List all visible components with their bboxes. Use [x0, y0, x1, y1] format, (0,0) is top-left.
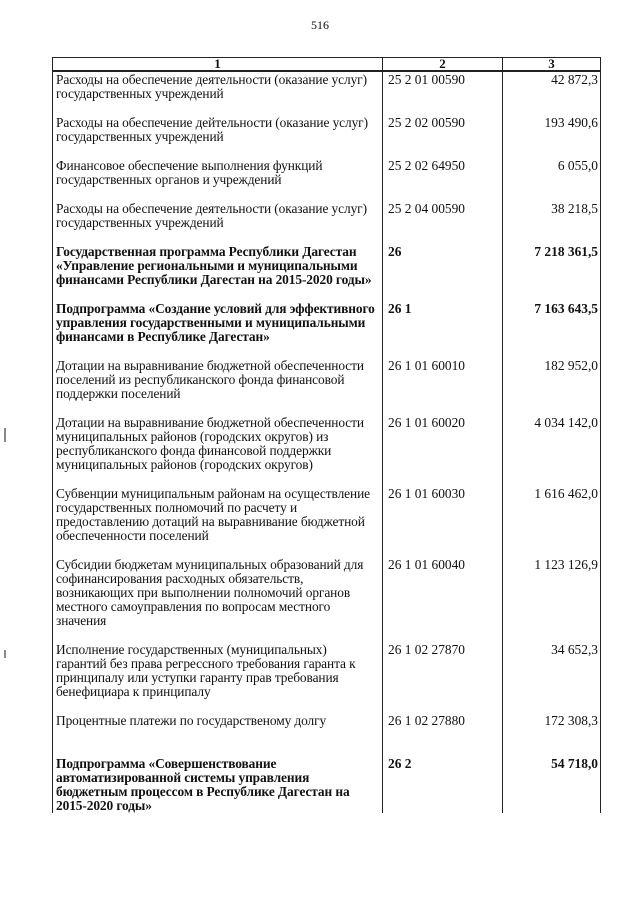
row-name: Субсидии бюджетам муниципальных образований для софинансирования расходных обязательств, возникающих при выполнении полномочий органов местного самоуправления по вопросам местного значения — [53, 557, 383, 642]
table-row — [53, 415, 601, 486]
table-row-subprogram — [53, 301, 601, 358]
row-sum: 7 163 643,5 — [503, 301, 601, 358]
table-row — [53, 557, 601, 642]
row-sum: 34 652,3 — [503, 642, 601, 713]
row-name: Подпрограмма «Создание условий для эффективного управления государственными и муниципальными финансами в Республике Дагестан» — [53, 301, 383, 358]
row-name: Дотации на выравнивание бюджетной обеспеченности муниципальных районов (городских округов) из республиканского фонда финансовой поддержки муниципальных районов (городских округов) — [53, 415, 383, 486]
row-sum: 42 872,3 — [503, 71, 601, 115]
row-name: Расходы на обеспечение деятельности (оказание услуг) государственных учреждений — [53, 71, 383, 115]
budget-table — [52, 57, 601, 813]
row-code: 26 1 01 60010 — [383, 358, 503, 415]
table-row — [53, 201, 601, 244]
row-name: Процентные платежи по государственому долгу — [53, 713, 383, 756]
table-row — [53, 642, 601, 713]
table-row-program — [53, 244, 601, 301]
table-row — [53, 158, 601, 201]
table-row-subprogram — [53, 756, 601, 813]
row-sum: 1 616 462,0 — [503, 486, 601, 557]
scan-margin-mark — [4, 650, 6, 658]
row-sum: 7 218 361,5 — [503, 244, 601, 301]
table-row — [53, 71, 601, 115]
row-code: 26 — [383, 244, 503, 301]
row-sum: 6 055,0 — [503, 158, 601, 201]
row-code: 26 1 — [383, 301, 503, 358]
row-name: Государственная программа Республики Дагестан «Управление региональными и муниципальными финансами Республики Дагестан на 2015-2020 годы» — [53, 244, 383, 301]
row-sum: 38 218,5 — [503, 201, 601, 244]
page-number: 516 — [311, 18, 329, 32]
row-name: Расходы на обеспечение деятельности (оказание услуг) государственных учреждений — [53, 201, 383, 244]
table-row — [53, 486, 601, 557]
row-name: Финансовое обеспечение выполнения функций государственных органов и учреждений — [53, 158, 383, 201]
row-name: Исполнение государственных (муниципальных) гарантий без права регрессного требования гаранта к принципалу или уступки гаранту прав требования бенефициара к принципалу — [53, 642, 383, 713]
row-code: 26 1 01 60030 — [383, 486, 503, 557]
row-code: 25 2 04 00590 — [383, 201, 503, 244]
row-code: 26 1 01 60040 — [383, 557, 503, 642]
row-code: 26 1 01 60020 — [383, 415, 503, 486]
row-code: 26 2 — [383, 756, 503, 813]
budget-table-container — [52, 57, 600, 813]
header-col-1: 1 — [53, 58, 383, 72]
table-row — [53, 358, 601, 415]
row-name: Расходы на обеспечение дейтельности (оказание услуг) государственных учреждений — [53, 115, 383, 158]
row-code: 26 1 02 27880 — [383, 713, 503, 756]
row-code: 25 2 01 00590 — [383, 71, 503, 115]
table-row — [53, 713, 601, 756]
row-name: Подпрограмма «Совершенствование автоматизированной системы управления бюджетным процессом в Республике Дагестан на 2015-2020 годы» — [53, 756, 383, 813]
row-name: Дотации на выравнивание бюджетной обеспеченности поселений из республиканского фонда финансовой поддержки поселений — [53, 358, 383, 415]
row-name: Субвенции муниципальным районам на осуществление государственных полномочий по расчету и предоставлению дотаций на выравнивание бюджетной обеспеченности поселений — [53, 486, 383, 557]
row-sum: 54 718,0 — [503, 756, 601, 813]
row-sum: 182 952,0 — [503, 358, 601, 415]
row-sum: 193 490,6 — [503, 115, 601, 158]
row-code: 25 2 02 00590 — [383, 115, 503, 158]
row-sum: 4 034 142,0 — [503, 415, 601, 486]
row-code: 26 1 02 27870 — [383, 642, 503, 713]
header-col-2: 2 — [383, 58, 503, 72]
row-sum: 172 308,3 — [503, 713, 601, 756]
header-col-3: 3 — [503, 58, 601, 72]
table-header-row — [53, 58, 601, 72]
table-row — [53, 115, 601, 158]
row-code: 25 2 02 64950 — [383, 158, 503, 201]
row-sum: 1 123 126,9 — [503, 557, 601, 642]
scan-margin-mark — [4, 428, 6, 442]
